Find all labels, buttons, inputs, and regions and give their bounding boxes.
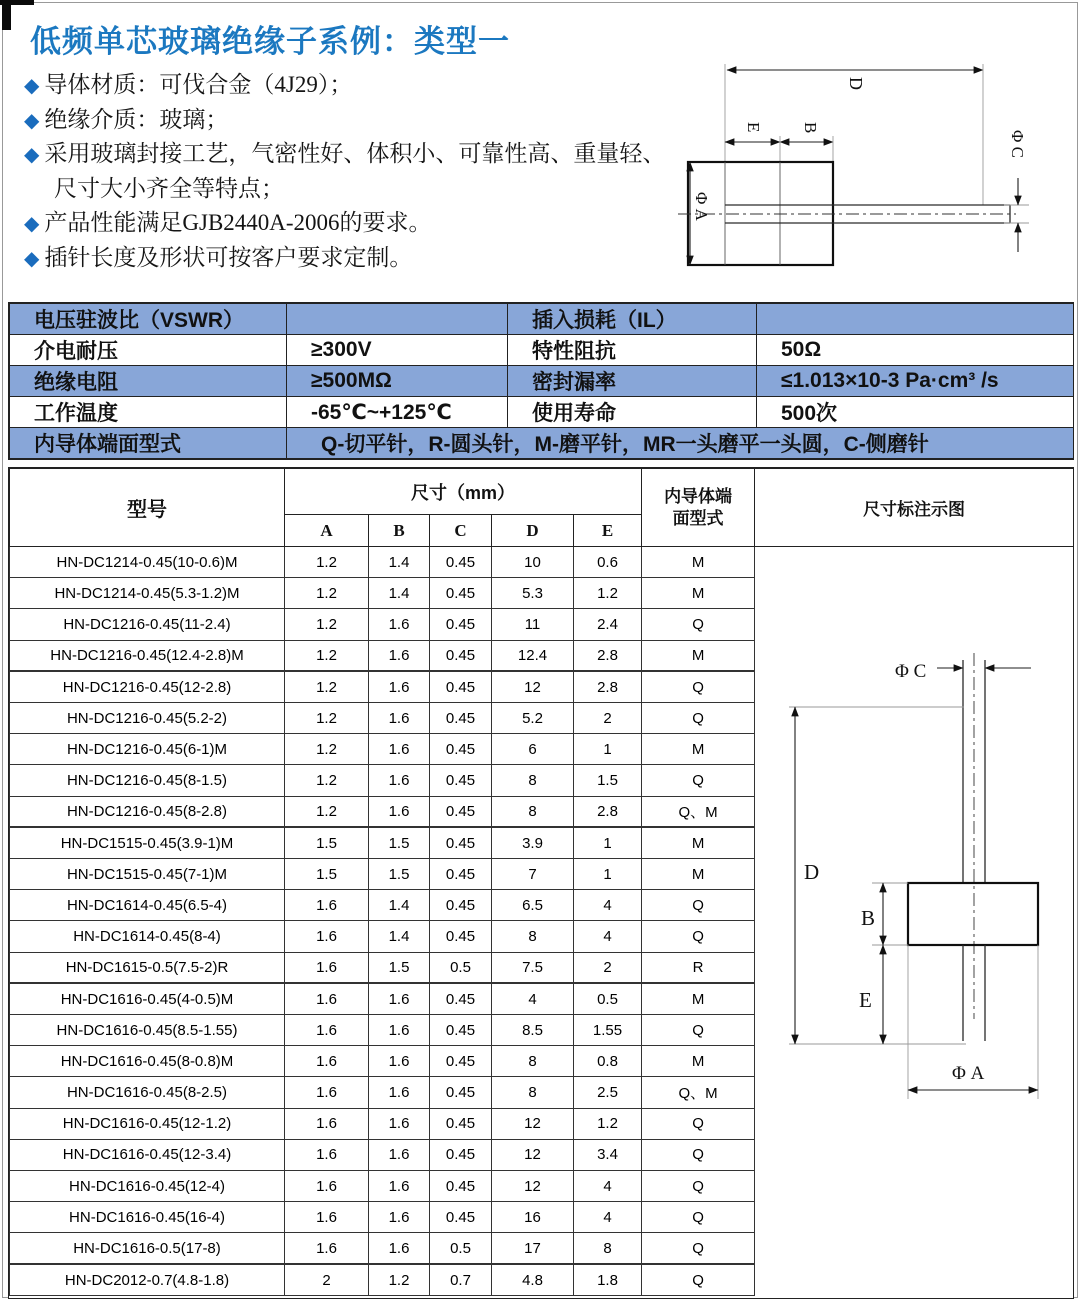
dim-e-cell: 2.8 <box>574 671 642 702</box>
feature-bullet-list <box>24 68 680 275</box>
dim-d-cell: 6.5 <box>492 890 574 921</box>
model-cell: HN-DC2012-0.7(4.8-1.8) <box>10 1264 285 1295</box>
dim-e-cell: 2 <box>574 703 642 734</box>
model-cell: HN-DC1216-0.45(11-2.4) <box>10 609 285 640</box>
dim-d-cell: 8 <box>492 1046 574 1077</box>
dim-label-phi-a: Φ A <box>692 192 711 221</box>
dim-label-phi-c: Φ C <box>895 661 927 682</box>
dim-a-cell: 2 <box>285 1264 369 1295</box>
model-cell: HN-DC1616-0.45(12-4) <box>10 1171 285 1202</box>
pin-type-cell: M <box>642 734 755 765</box>
bullet-text: 产品性能满足GJB2440A-2006的要求。 <box>44 210 432 235</box>
dim-b-cell: 1.6 <box>369 734 430 765</box>
feature-bullet-item <box>24 68 680 103</box>
dim-b-cell: 1.6 <box>369 1108 430 1139</box>
spec-label: 插入损耗（IL） <box>508 304 757 335</box>
dim-d-cell: 12.4 <box>492 640 574 671</box>
dim-d-cell: 8 <box>492 765 574 796</box>
spec-value: 500次 <box>757 397 1074 428</box>
dim-a-cell: 1.2 <box>285 609 369 640</box>
dim-a-cell: 1.6 <box>285 1108 369 1139</box>
model-cell: HN-DC1616-0.45(12-3.4) <box>10 1139 285 1170</box>
dim-a-cell: 1.2 <box>285 640 369 671</box>
dim-c-cell: 0.45 <box>430 1077 492 1108</box>
dim-label-e: E <box>744 122 763 133</box>
feature-bullet-item <box>24 137 680 206</box>
dim-b-cell: 1.6 <box>369 1171 430 1202</box>
column-header-b: B <box>369 515 430 547</box>
pin-type-cell: Q <box>642 703 755 734</box>
dim-e-cell: 2.5 <box>574 1077 642 1108</box>
spec-label: 电压驻波比（VSWR） <box>10 304 287 335</box>
model-cell: HN-DC1515-0.45(7-1)M <box>10 859 285 890</box>
dim-b-cell: 1.6 <box>369 1077 430 1108</box>
dim-b-cell: 1.4 <box>369 921 430 952</box>
dim-c-cell: 0.5 <box>430 1233 492 1264</box>
pin-type-cell: M <box>642 827 755 858</box>
pin-type-cell: Q <box>642 609 755 640</box>
diamond-bullet-icon: ◆ <box>24 245 40 270</box>
dim-a-cell: 1.6 <box>285 1077 369 1108</box>
model-cell: HN-DC1616-0.5(17-8) <box>10 1233 285 1264</box>
dim-b-cell: 1.6 <box>369 1015 430 1046</box>
dim-c-cell: 0.45 <box>430 796 492 827</box>
pin-type-cell: M <box>642 983 755 1014</box>
dim-b-cell: 1.2 <box>369 1264 430 1295</box>
dim-d-cell: 4.8 <box>492 1264 574 1295</box>
column-header-a: A <box>285 515 369 547</box>
dim-c-cell: 0.45 <box>430 703 492 734</box>
dim-c-cell: 0.45 <box>430 859 492 890</box>
pin-type-cell: Q <box>642 921 755 952</box>
dim-e-cell: 1.8 <box>574 1264 642 1295</box>
dim-c-cell: 0.45 <box>430 578 492 609</box>
dim-e-cell: 2.8 <box>574 796 642 827</box>
column-header-e: E <box>574 515 642 547</box>
dim-b-cell: 1.6 <box>369 1046 430 1077</box>
spec-value: -65℃~+125℃ <box>287 397 508 428</box>
pin-type-cell: Q <box>642 1233 755 1264</box>
dim-d-cell: 12 <box>492 1108 574 1139</box>
dim-e-cell: 8 <box>574 1233 642 1264</box>
pin-type-cell: Q <box>642 1015 755 1046</box>
dim-c-cell: 0.45 <box>430 765 492 796</box>
spec-value <box>757 304 1074 335</box>
dim-e-cell: 1 <box>574 734 642 765</box>
bullet-text: 采用玻璃封接工艺，气密性好、体积小、可靠性高、重量轻、尺寸大小齐全等特点； <box>44 141 666 201</box>
spec-value <box>287 304 508 335</box>
model-cell: HN-DC1615-0.5(7.5-2)R <box>10 952 285 983</box>
dim-a-cell: 1.6 <box>285 1171 369 1202</box>
dim-a-cell: 1.2 <box>285 796 369 827</box>
spec-value: ≤1.013×10-3 Pa·cm³ /s <box>757 366 1074 397</box>
spec-label: 绝缘电阻 <box>10 366 287 397</box>
dim-d-cell: 8.5 <box>492 1015 574 1046</box>
diamond-bullet-icon: ◆ <box>24 211 40 235</box>
dim-a-cell: 1.6 <box>285 890 369 921</box>
top-dimension-drawing <box>660 40 1080 290</box>
dim-b-cell: 1.6 <box>369 1139 430 1170</box>
dim-d-cell: 17 <box>492 1233 574 1264</box>
pin-type-cell: Q <box>642 765 755 796</box>
dim-label-d: D <box>846 77 866 90</box>
dim-c-cell: 0.7 <box>430 1264 492 1295</box>
dim-b-cell: 1.6 <box>369 983 430 1014</box>
dim-c-cell: 0.45 <box>430 890 492 921</box>
dim-d-cell: 8 <box>492 921 574 952</box>
model-cell: HN-DC1216-0.45(5.2-2) <box>10 703 285 734</box>
spec-label: 内导体端面型式 <box>10 428 287 459</box>
column-header-dimensions: 尺寸（mm） <box>285 469 642 515</box>
dim-e-cell: 4 <box>574 1202 642 1233</box>
dim-d-cell: 8 <box>492 796 574 827</box>
feature-bullet-item <box>24 206 680 241</box>
model-cell: HN-DC1216-0.45(12.4-2.8)M <box>10 640 285 671</box>
dim-d-cell: 3.9 <box>492 827 574 858</box>
dim-c-cell: 0.45 <box>430 609 492 640</box>
model-cell: HN-DC1616-0.45(12-1.2) <box>10 1108 285 1139</box>
dim-e-cell: 1 <box>574 859 642 890</box>
dim-b-cell: 1.6 <box>369 640 430 671</box>
dim-d-cell: 12 <box>492 1171 574 1202</box>
dim-e-cell: 1.2 <box>574 578 642 609</box>
dim-a-cell: 1.6 <box>285 1046 369 1077</box>
dim-c-cell: 0.45 <box>430 1171 492 1202</box>
column-header-pin-type: 内导体端面型式 <box>642 469 755 547</box>
spec-table <box>8 302 1074 460</box>
pin-type-cell: M <box>642 640 755 671</box>
dim-b-cell: 1.6 <box>369 703 430 734</box>
dim-b-cell: 1.4 <box>369 890 430 921</box>
spec-value: ≥500MΩ <box>287 366 508 397</box>
dim-e-cell: 3.4 <box>574 1139 642 1170</box>
spec-label: 特性阻抗 <box>508 335 757 366</box>
dim-a-cell: 1.2 <box>285 671 369 702</box>
dim-e-cell: 1.5 <box>574 765 642 796</box>
dim-b-cell: 1.5 <box>369 827 430 858</box>
bullet-text: 插针长度及形状可按客户要求定制。 <box>44 244 413 270</box>
dim-d-cell: 11 <box>492 609 574 640</box>
dim-a-cell: 1.5 <box>285 859 369 890</box>
pin-type-cell: R <box>642 952 755 983</box>
spec-label: 工作温度 <box>10 397 287 428</box>
model-cell: HN-DC1616-0.45(16-4) <box>10 1202 285 1233</box>
model-cell: HN-DC1614-0.45(8-4) <box>10 921 285 952</box>
pin-type-cell: Q、M <box>642 1077 755 1108</box>
dim-c-cell: 0.45 <box>430 1139 492 1170</box>
dim-a-cell: 1.6 <box>285 1015 369 1046</box>
dim-d-cell: 7.5 <box>492 952 574 983</box>
dim-a-cell: 1.2 <box>285 703 369 734</box>
model-cell: HN-DC1616-0.45(4-0.5)M <box>10 983 285 1014</box>
dim-a-cell: 1.2 <box>285 765 369 796</box>
dim-label-b: B <box>861 906 876 930</box>
header-row-1 <box>10 469 1074 515</box>
dim-e-cell: 2 <box>574 952 642 983</box>
bullet-text: 导体材质：可伐合金（4J29）； <box>44 72 353 97</box>
dim-label-phi-a: Φ A <box>952 1063 985 1084</box>
model-cell: HN-DC1216-0.45(8-2.8) <box>10 796 285 827</box>
insulator-body-outline <box>908 883 1038 945</box>
dim-e-cell: 1.2 <box>574 1108 642 1139</box>
spec-label: 介电耐压 <box>10 335 287 366</box>
dim-d-cell: 16 <box>492 1202 574 1233</box>
model-cell: HN-DC1616-0.45(8-0.8)M <box>10 1046 285 1077</box>
dim-label-e: E <box>859 988 872 1012</box>
dim-c-cell: 0.5 <box>430 952 492 983</box>
dim-c-cell: 0.45 <box>430 827 492 858</box>
spec-value: ≥300V <box>287 335 508 366</box>
pin-type-cell: M <box>642 1046 755 1077</box>
dim-d-cell: 10 <box>492 547 574 578</box>
spec-row-vswr <box>10 304 1074 335</box>
spec-row-resistance <box>10 366 1074 397</box>
dim-a-cell: 1.2 <box>285 547 369 578</box>
dim-e-cell: 0.8 <box>574 1046 642 1077</box>
model-cell: HN-DC1216-0.45(8-1.5) <box>10 765 285 796</box>
cell-dimension-diagram <box>754 547 1069 1295</box>
pin-type-cell: Q <box>642 1171 755 1202</box>
pin-type-cell: Q <box>642 890 755 921</box>
column-header-d: D <box>492 515 574 547</box>
dim-c-cell: 0.45 <box>430 1108 492 1139</box>
dim-d-cell: 5.3 <box>492 578 574 609</box>
dim-a-cell: 1.6 <box>285 983 369 1014</box>
dim-d-cell: 12 <box>492 1139 574 1170</box>
dim-a-cell: 1.2 <box>285 734 369 765</box>
spec-row-temperature <box>10 397 1074 428</box>
dim-a-cell: 1.6 <box>285 1233 369 1264</box>
column-header-c: C <box>430 515 492 547</box>
model-cell: HN-DC1214-0.45(5.3-1.2)M <box>10 578 285 609</box>
dim-e-cell: 4 <box>574 890 642 921</box>
pin-type-cell: Q、M <box>642 796 755 827</box>
dim-a-cell: 1.2 <box>285 578 369 609</box>
spec-label: 使用寿命 <box>508 397 757 428</box>
page-title: 低频单芯玻璃绝缘子系例：类型一 <box>30 24 510 59</box>
spec-row-voltage <box>10 335 1074 366</box>
scan-corner-mark <box>0 0 34 5</box>
dim-d-cell: 6 <box>492 734 574 765</box>
dim-d-cell: 4 <box>492 983 574 1014</box>
dim-e-cell: 2.4 <box>574 609 642 640</box>
dim-e-cell: 4 <box>574 1171 642 1202</box>
dim-a-cell: 1.6 <box>285 921 369 952</box>
dim-b-cell: 1.4 <box>369 547 430 578</box>
pin-type-cell: Q <box>642 1108 755 1139</box>
spec-value: Q-切平针，R-圆头针，M-磨平针，MR一头磨平一头圆，C-侧磨针 <box>287 428 1074 459</box>
dim-a-cell: 1.6 <box>285 952 369 983</box>
dim-e-cell: 1.55 <box>574 1015 642 1046</box>
spec-row-pin-types <box>10 428 1074 459</box>
dim-c-cell: 0.45 <box>430 921 492 952</box>
spec-value: 50Ω <box>757 335 1074 366</box>
dim-c-cell: 0.45 <box>430 1015 492 1046</box>
dim-b-cell: 1.5 <box>369 859 430 890</box>
dim-b-cell: 1.6 <box>369 671 430 702</box>
dim-e-cell: 4 <box>574 921 642 952</box>
pin-type-cell: Q <box>642 1202 755 1233</box>
diamond-bullet-icon: ◆ <box>24 107 40 132</box>
dim-d-cell: 7 <box>492 859 574 890</box>
dim-d-cell: 12 <box>492 671 574 702</box>
dim-d-cell: 8 <box>492 1077 574 1108</box>
dimensions-table <box>8 467 1074 1299</box>
pin-type-cell: Q <box>642 1264 755 1295</box>
model-cell: HN-DC1214-0.45(10-0.6)M <box>10 547 285 578</box>
dim-c-cell: 0.45 <box>430 983 492 1014</box>
feature-bullet-item <box>24 241 680 276</box>
dim-c-cell: 0.45 <box>430 671 492 702</box>
dim-b-cell: 1.6 <box>369 1202 430 1233</box>
dim-label-d: D <box>804 860 820 884</box>
column-header-model: 型号 <box>10 469 285 547</box>
pin-type-cell: M <box>642 578 755 609</box>
dim-b-cell: 1.4 <box>369 578 430 609</box>
bullet-text: 绝缘介质：玻璃； <box>44 106 229 132</box>
dim-a-cell: 1.6 <box>285 1139 369 1170</box>
model-cell: HN-DC1616-0.45(8-2.5) <box>10 1077 285 1108</box>
dim-b-cell: 1.6 <box>369 796 430 827</box>
dim-e-cell: 0.6 <box>574 547 642 578</box>
dim-a-cell: 1.6 <box>285 1202 369 1233</box>
dim-b-cell: 1.6 <box>369 1233 430 1264</box>
dim-c-cell: 0.45 <box>430 1202 492 1233</box>
dim-e-cell: 2.8 <box>574 640 642 671</box>
dim-label-b: B <box>801 122 820 134</box>
dim-b-cell: 1.6 <box>369 765 430 796</box>
feature-bullet-item <box>24 103 680 138</box>
dim-d-cell: 5.2 <box>492 703 574 734</box>
column-header-diagram: 尺寸标注示图 <box>755 469 1074 547</box>
dim-c-cell: 0.45 <box>430 547 492 578</box>
pin-type-cell: Q <box>642 671 755 702</box>
pin-type-cell: M <box>642 547 755 578</box>
dim-b-cell: 1.6 <box>369 609 430 640</box>
spec-label: 密封漏率 <box>508 366 757 397</box>
pin-type-cell: Q <box>642 1139 755 1170</box>
diamond-bullet-icon: ◆ <box>24 142 40 166</box>
dim-c-cell: 0.45 <box>430 734 492 765</box>
dim-e-cell: 0.5 <box>574 983 642 1014</box>
dim-a-cell: 1.5 <box>285 827 369 858</box>
dim-c-cell: 0.45 <box>430 640 492 671</box>
model-cell: HN-DC1216-0.45(12-2.8) <box>10 671 285 702</box>
model-cell: HN-DC1616-0.45(8.5-1.55) <box>10 1015 285 1046</box>
dim-c-cell: 0.45 <box>430 1046 492 1077</box>
model-cell: HN-DC1614-0.45(6.5-4) <box>10 890 285 921</box>
pin-type-cell: M <box>642 859 755 890</box>
dim-b-cell: 1.5 <box>369 952 430 983</box>
diamond-bullet-icon: ◆ <box>24 73 40 97</box>
dim-label-phi-c: Φ C <box>1008 130 1027 159</box>
model-cell: HN-DC1515-0.45(3.9-1)M <box>10 827 285 858</box>
model-cell: HN-DC1216-0.45(6-1)M <box>10 734 285 765</box>
dim-e-cell: 1 <box>574 827 642 858</box>
